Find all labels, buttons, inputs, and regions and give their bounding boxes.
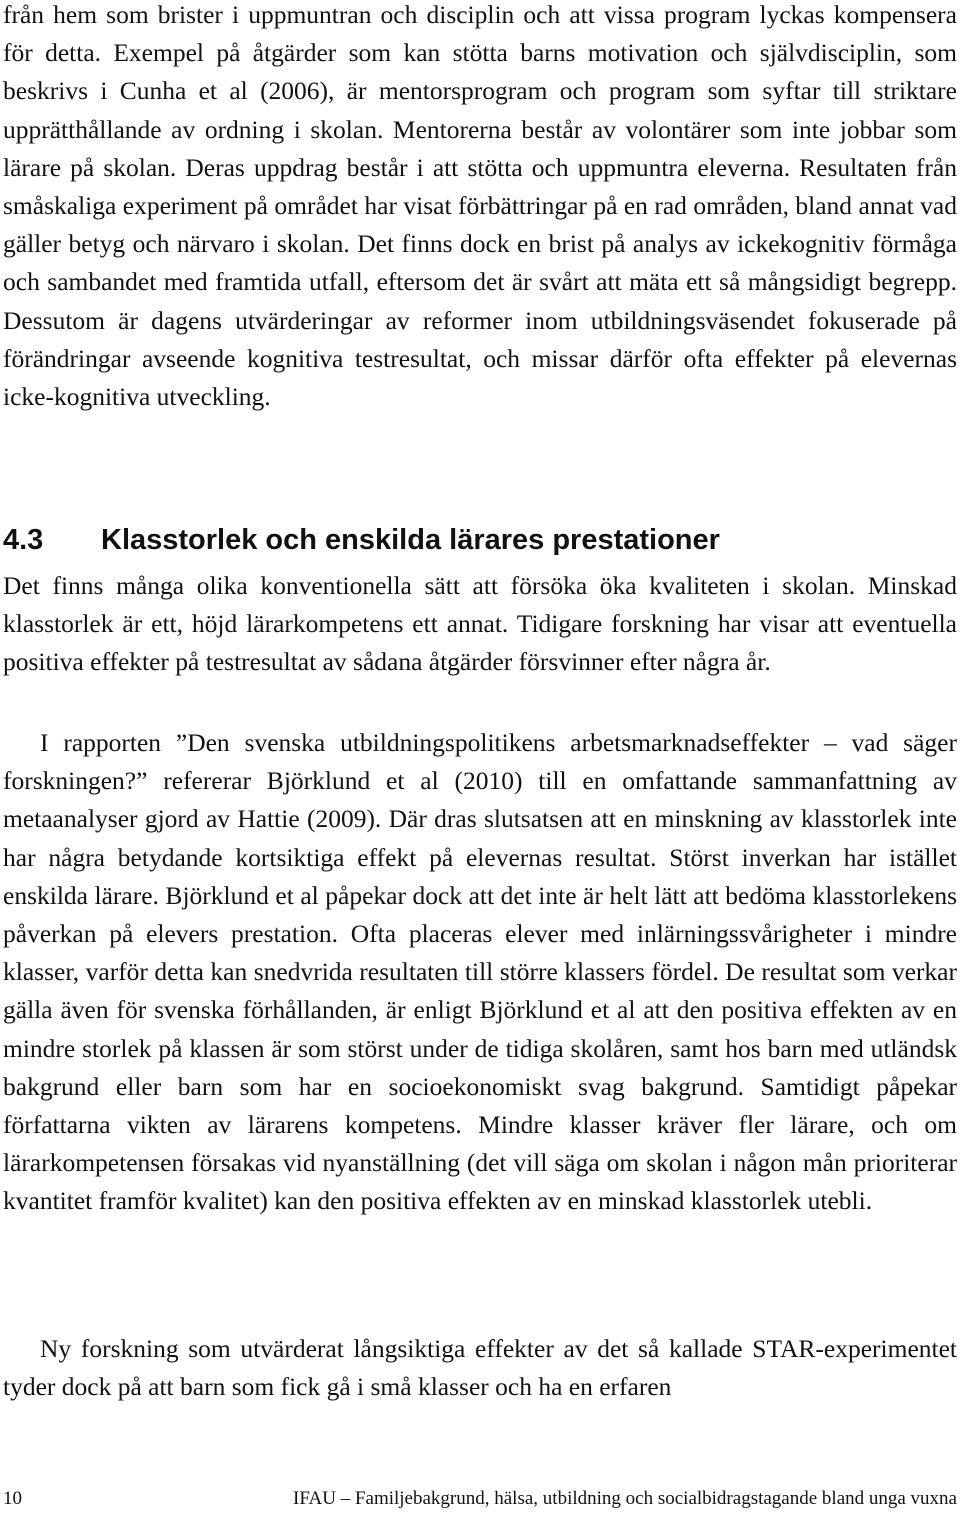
section-number: 4.3 <box>3 524 44 556</box>
running-title: IFAU – Familjebakgrund, hälsa, utbildning och socialbidragstagande bland unga vuxna <box>293 1488 957 1509</box>
section-heading <box>3 519 720 561</box>
page-number: 10 <box>3 1488 22 1509</box>
body-paragraph-4: Ny forskning som utvärderat långsiktiga effekter av det så kallade STAR-experimentet tyder dock på att barn som fick gå i små klasser och ha en erfaren <box>3 1334 957 1402</box>
page-footer <box>3 1484 957 1514</box>
body-paragraph-3: I rapporten ”Den svenska utbildningspolitikens arbetsmarknadseffekter – vad säger forskningen?” refererar Björklund et al (2010) till en omfattande sammanfattning av metaanalyser gjord av Hattie (2009). Där dras slutsatsen att en minskning av klasstorlek inte har några betydande kortsiktiga effekt på elevernas resultat. Störst inverkan har istället enskilda lärare. Björklund et al påpekar dock att det inte är helt lätt att bedöma klasstorlekens påverkan på elevers prestation. Ofta placeras elever med inlärningssvårigheter i mindre klasser, varför detta kan snedvrida resultaten till större klassers fördel. De resultat som verkar gälla även för svenska förhållanden, är enligt Björklund et al att den positiva effekten av en mindre storlek på klassen är som störst under de tidiga skolåren, samt hos barn med utländsk bakgrund eller barn som har en socioekonomiskt svag bakgrund. Samtidigt påpekar författarna vikten av lärarens kompetens. Mindre klasser kräver fler lärare, och om lärarkompetensen försakas vid nyanställning (det vill säga om skolan i någon mån prioriterar kvantitet framför kvalitet) kan den positiva effekten av en minskad klasstorlek utebli. <box>3 728 957 1216</box>
body-paragraph-2: Det finns många olika konventionella sätt att försöka öka kvaliteten i skolan. Minskad klasstorlek är ett, höjd lärarkompetens ett annat. Tidigare forskning har visar att eventuella positiva effekter på testresultat av sådana åtgärder försvinner efter några år. <box>3 571 957 677</box>
section-title: Klasstorlek och enskilda lärares prestationer <box>101 524 720 556</box>
body-paragraph-1: från hem som brister i uppmuntran och disciplin och att vissa program lyckas kompensera för detta. Exempel på åtgärder som kan stötta barns motivation och självdisciplin, som beskrivs i Cunha et al (2006), är mentorsprogram och program som syftar till striktare upprätthållande av ordning i skolan. Mentorerna består av volontärer som inte jobbar som lärare på skolan. Deras uppdrag består i att stötta och uppmuntra eleverna. Resultaten från småskaliga experiment på området har visat förbättringar på en rad områden, bland annat vad gäller betyg och närvaro i skolan. Det finns dock en brist på analys av ickekognitiv förmåga och sambandet med framtida utfall, eftersom det är svårt att mäta ett så mångsidigt begrepp. Dessutom är dagens utvärderingar av reformer inom utbildningsväsendet fokuserade på förändringar avseende kognitiva testresultat, och missar därför ofta effekter på elevernas icke-kognitiva utveckling. <box>3 0 957 412</box>
